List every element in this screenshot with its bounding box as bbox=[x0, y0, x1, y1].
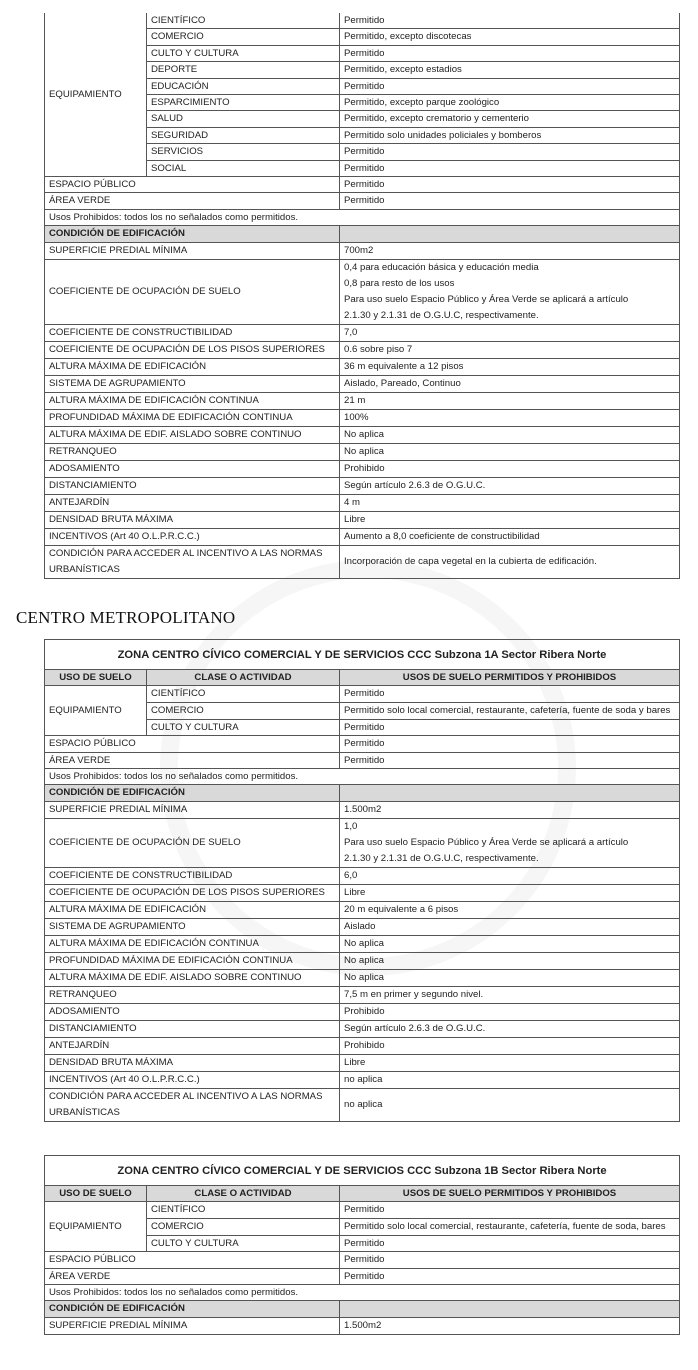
permitido-cell: Permitido, excepto crematorio y cementerio bbox=[340, 111, 680, 127]
table-row bbox=[45, 1071, 680, 1088]
condition-label: ANTEJARDÍN bbox=[45, 1037, 340, 1054]
condition-value: 20 m equivalente a 6 pisos bbox=[340, 901, 680, 918]
table-row bbox=[45, 1003, 680, 1020]
table-row bbox=[45, 545, 680, 578]
prohibidos-note: Usos Prohibidos: todos los no señalados como permitidos. bbox=[45, 769, 680, 785]
condicion-header-blank bbox=[340, 1301, 680, 1317]
table-row bbox=[45, 1268, 680, 1284]
table-row bbox=[45, 460, 680, 477]
condition-value: 100% bbox=[340, 409, 680, 426]
uso-suelo-cell: ESPACIO PÚBLICO bbox=[45, 177, 340, 193]
condition-value: No aplica bbox=[340, 935, 680, 952]
uso-suelo-cell: EQUIPAMIENTO bbox=[45, 13, 147, 177]
table-row bbox=[45, 242, 680, 259]
condition-value: no aplica bbox=[340, 1088, 680, 1121]
condition-label: ALTURA MÁXIMA DE EDIFICACIÓN bbox=[45, 901, 340, 918]
permitido-cell: Permitido solo local comercial, restaurante, cafetería, fuente de soda y bares bbox=[340, 702, 680, 719]
table-row bbox=[45, 1317, 680, 1334]
condition-label: ADOSAMIENTO bbox=[45, 460, 340, 477]
t1-condicion-body bbox=[45, 242, 680, 578]
prohibidos-note: Usos Prohibidos: todos los no señalados como permitidos. bbox=[45, 1285, 680, 1301]
condition-value bbox=[340, 259, 680, 324]
condition-label: DISTANCIAMIENTO bbox=[45, 1020, 340, 1037]
condition-label: RETRANQUEO bbox=[45, 443, 340, 460]
col-header-uso: USO DE SUELO bbox=[45, 1186, 147, 1202]
condition-value: Aumento a 8,0 coeficiente de constructibilidad bbox=[340, 528, 680, 545]
condition-value: No aplica bbox=[340, 426, 680, 443]
table-row bbox=[45, 193, 680, 209]
table-row bbox=[45, 209, 680, 225]
table-row bbox=[45, 785, 680, 801]
table-row bbox=[45, 736, 680, 752]
table-row bbox=[45, 426, 680, 443]
clase-cell: SOCIAL bbox=[147, 160, 340, 176]
condition-label: PROFUNDIDAD MÁXIMA DE EDIFICACIÓN CONTINUA bbox=[45, 409, 340, 426]
condition-label: COEFICIENTE DE OCUPACIÓN DE SUELO bbox=[45, 818, 340, 867]
col-header-clase: CLASE O ACTIVIDAD bbox=[147, 1186, 340, 1202]
table-header-row bbox=[45, 670, 680, 686]
permitido-cell: Permitido, excepto parque zoológico bbox=[340, 95, 680, 111]
table-row bbox=[45, 640, 680, 670]
uso-suelo-cell: EQUIPAMIENTO bbox=[45, 686, 147, 736]
clase-cell: SALUD bbox=[147, 111, 340, 127]
table-row bbox=[45, 801, 680, 818]
col-header-permitidos: USOS DE SUELO PERMITIDOS Y PROHIBIDOS bbox=[340, 1186, 680, 1202]
condition-value: 36 m equivalente a 12 pisos bbox=[340, 358, 680, 375]
table-row bbox=[45, 918, 680, 935]
table-row bbox=[45, 986, 680, 1003]
table-row bbox=[45, 477, 680, 494]
permitido-cell: Permitido bbox=[340, 1235, 680, 1251]
condition-value: Prohibido bbox=[340, 1003, 680, 1020]
condition-value bbox=[340, 818, 680, 867]
condition-value: 7,5 m en primer y segundo nivel. bbox=[340, 986, 680, 1003]
table-row bbox=[45, 1054, 680, 1071]
table-row bbox=[45, 1020, 680, 1037]
condition-value-line: 0,4 para educación básica y educación media bbox=[344, 261, 539, 273]
uso-suelo-cell: ÁREA VERDE bbox=[45, 1268, 340, 1284]
table-row bbox=[45, 358, 680, 375]
condition-label: RETRANQUEO bbox=[45, 986, 340, 1003]
permitido-cell: Permitido bbox=[340, 193, 680, 209]
table-row bbox=[45, 1202, 680, 1218]
clase-cell: CULTO Y CULTURA bbox=[147, 45, 340, 61]
clase-cell: ESPARCIMIENTO bbox=[147, 95, 340, 111]
permitido-cell: Permitido bbox=[340, 177, 680, 193]
col-header-uso: USO DE SUELO bbox=[45, 670, 147, 686]
condition-value: Libre bbox=[340, 884, 680, 901]
condition-value: Libre bbox=[340, 511, 680, 528]
table-row bbox=[45, 528, 680, 545]
condition-value: 4 m bbox=[340, 494, 680, 511]
condition-value-line: Para uso suelo Espacio Público y Área Verde se aplicará a artículo bbox=[344, 293, 629, 305]
permitido-cell: Permitido bbox=[340, 736, 680, 752]
table-row bbox=[45, 511, 680, 528]
col-header-permitidos: USOS DE SUELO PERMITIDOS Y PROHIBIDOS bbox=[340, 670, 680, 686]
condition-label: ADOSAMIENTO bbox=[45, 1003, 340, 1020]
condition-label: INCENTIVOS (Art 40 O.L.P.R.C.C.) bbox=[45, 528, 340, 545]
table-row bbox=[45, 1301, 680, 1317]
permitido-cell: Permitido bbox=[340, 13, 680, 29]
clase-cell: CULTO Y CULTURA bbox=[147, 1235, 340, 1251]
condition-value: 0.6 sobre piso 7 bbox=[340, 341, 680, 358]
condition-label: SISTEMA DE AGRUPAMIENTO bbox=[45, 375, 340, 392]
section-title: CENTRO METROPOLITANO bbox=[16, 608, 236, 627]
condition-value: Según artículo 2.6.3 de O.G.U.C. bbox=[340, 477, 680, 494]
condition-label: COEFICIENTE DE CONSTRUCTIBILIDAD bbox=[45, 867, 340, 884]
t2-head-body bbox=[45, 640, 680, 802]
condicion-header: CONDICIÓN DE EDIFICACIÓN bbox=[45, 1301, 340, 1317]
condition-label: SUPERFICIE PREDIAL MÍNIMA bbox=[45, 1317, 340, 1334]
condition-label: DISTANCIAMIENTO bbox=[45, 477, 340, 494]
table-row bbox=[45, 375, 680, 392]
condition-value: 6,0 bbox=[340, 867, 680, 884]
clase-cell: SERVICIOS bbox=[147, 144, 340, 160]
condition-label: SISTEMA DE AGRUPAMIENTO bbox=[45, 918, 340, 935]
condition-value: 7,0 bbox=[340, 324, 680, 341]
clase-cell: EDUCACIÓN bbox=[147, 78, 340, 94]
condition-label: SUPERFICIE PREDIAL MÍNIMA bbox=[45, 801, 340, 818]
table-title: ZONA CENTRO CÍVICO COMERCIAL Y DE SERVICIOS CCC Subzona 1B Sector Ribera Norte bbox=[45, 1156, 680, 1186]
t3-head-body bbox=[45, 1156, 680, 1318]
condition-value-line: 1,0 bbox=[344, 820, 358, 832]
condition-label: DENSIDAD BRUTA MÁXIMA bbox=[45, 1054, 340, 1071]
zoning-table-subzona-1b bbox=[44, 1155, 680, 1335]
condition-value: 1.500m2 bbox=[340, 801, 680, 818]
condition-value: Incorporación de capa vegetal en la cubierta de edificación. bbox=[340, 545, 680, 578]
t1-equipamiento-body bbox=[45, 13, 680, 242]
clase-cell: SEGURIDAD bbox=[147, 127, 340, 143]
condition-value: Aislado bbox=[340, 918, 680, 935]
condition-label: PROFUNDIDAD MÁXIMA DE EDIFICACIÓN CONTINUA bbox=[45, 952, 340, 969]
clase-cell: COMERCIO bbox=[147, 1218, 340, 1235]
condition-label: ALTURA MÁXIMA DE EDIF. AISLADO SOBRE CONTINUO bbox=[45, 969, 340, 986]
condition-label: CONDICIÓN PARA ACCEDER AL INCENTIVO A LAS NORMAS URBANÍSTICAS bbox=[45, 545, 340, 578]
condition-label: COEFICIENTE DE OCUPACIÓN DE SUELO bbox=[45, 259, 340, 324]
permitido-cell: Permitido bbox=[340, 719, 680, 735]
permitido-cell: Permitido solo local comercial, restaurante, cafetería, fuente de soda, bares bbox=[340, 1218, 680, 1235]
zoning-table-continued bbox=[44, 13, 680, 579]
condition-value: 1.500m2 bbox=[340, 1317, 680, 1334]
condition-label: CONDICIÓN PARA ACCEDER AL INCENTIVO A LAS NORMAS URBANÍSTICAS bbox=[45, 1088, 340, 1121]
table-row bbox=[45, 1156, 680, 1186]
permitido-cell: Permitido, excepto estadios bbox=[340, 62, 680, 78]
table-row bbox=[45, 324, 680, 341]
table-row bbox=[45, 1088, 680, 1121]
condition-value: Prohibido bbox=[340, 460, 680, 477]
condition-label: ANTEJARDÍN bbox=[45, 494, 340, 511]
table-row bbox=[45, 392, 680, 409]
table-row bbox=[45, 935, 680, 952]
clase-cell: CIENTÍFICO bbox=[147, 13, 340, 29]
table-row bbox=[45, 409, 680, 426]
col-header-clase: CLASE O ACTIVIDAD bbox=[147, 670, 340, 686]
table-row bbox=[45, 818, 680, 867]
table-row bbox=[45, 13, 680, 29]
t3-condicion-body bbox=[45, 1317, 680, 1334]
condicion-header: CONDICIÓN DE EDIFICACIÓN bbox=[45, 785, 340, 801]
condition-value: Libre bbox=[340, 1054, 680, 1071]
condition-label: ALTURA MÁXIMA DE EDIFICACIÓN bbox=[45, 358, 340, 375]
t2-condicion-body bbox=[45, 801, 680, 1121]
condicion-header-blank bbox=[340, 226, 680, 242]
table-row bbox=[45, 752, 680, 768]
table-row bbox=[45, 443, 680, 460]
table-title: ZONA CENTRO CÍVICO COMERCIAL Y DE SERVICIOS CCC Subzona 1A Sector Ribera Norte bbox=[45, 640, 680, 670]
condition-label: INCENTIVOS (Art 40 O.L.P.R.C.C.) bbox=[45, 1071, 340, 1088]
uso-suelo-cell: ESPACIO PÚBLICO bbox=[45, 736, 340, 752]
condition-value: Prohibido bbox=[340, 1037, 680, 1054]
table-row bbox=[45, 901, 680, 918]
table-row bbox=[45, 867, 680, 884]
condition-label: COEFICIENTE DE OCUPACIÓN DE LOS PISOS SUPERIORES bbox=[45, 884, 340, 901]
condition-label: COEFICIENTE DE CONSTRUCTIBILIDAD bbox=[45, 324, 340, 341]
condition-value: No aplica bbox=[340, 969, 680, 986]
permitido-cell: Permitido bbox=[340, 686, 680, 702]
condition-value: No aplica bbox=[340, 952, 680, 969]
table-row bbox=[45, 1037, 680, 1054]
condition-value: 700m2 bbox=[340, 242, 680, 259]
condition-label: DENSIDAD BRUTA MÁXIMA bbox=[45, 511, 340, 528]
table-row bbox=[45, 952, 680, 969]
condition-value-line: 2.1.30 y 2.1.31 de O.G.U.C, respectivamente. bbox=[344, 309, 539, 321]
permitido-cell: Permitido bbox=[340, 752, 680, 768]
permitido-cell: Permitido, excepto discotecas bbox=[340, 29, 680, 45]
condition-value-line: 2.1.30 y 2.1.31 de O.G.U.C, respectivamente. bbox=[344, 852, 539, 864]
table-row bbox=[45, 884, 680, 901]
clase-cell: CIENTÍFICO bbox=[147, 1202, 340, 1218]
condition-label: COEFICIENTE DE OCUPACIÓN DE LOS PISOS SUPERIORES bbox=[45, 341, 340, 358]
clase-cell: CULTO Y CULTURA bbox=[147, 719, 340, 735]
condition-label: ALTURA MÁXIMA DE EDIFICACIÓN CONTINUA bbox=[45, 392, 340, 409]
table-row bbox=[45, 686, 680, 702]
condition-label: SUPERFICIE PREDIAL MÍNIMA bbox=[45, 242, 340, 259]
clase-cell: CIENTÍFICO bbox=[147, 686, 340, 702]
permitido-cell: Permitido bbox=[340, 1252, 680, 1268]
table-row bbox=[45, 1252, 680, 1268]
clase-cell: COMERCIO bbox=[147, 702, 340, 719]
condition-value: Aislado, Pareado, Continuo bbox=[340, 375, 680, 392]
permitido-cell: Permitido bbox=[340, 45, 680, 61]
condition-value-line: 0,8 para resto de los usos bbox=[344, 277, 455, 289]
condition-label: ALTURA MÁXIMA DE EDIF. AISLADO SOBRE CONTINUO bbox=[45, 426, 340, 443]
permitido-cell: Permitido bbox=[340, 78, 680, 94]
permitido-cell: Permitido bbox=[340, 1202, 680, 1218]
condition-value: no aplica bbox=[340, 1071, 680, 1088]
clase-cell: COMERCIO bbox=[147, 29, 340, 45]
uso-suelo-cell: ÁREA VERDE bbox=[45, 193, 340, 209]
condition-label: ALTURA MÁXIMA DE EDIFICACIÓN CONTINUA bbox=[45, 935, 340, 952]
permitido-cell: Permitido solo unidades policiales y bomberos bbox=[340, 127, 680, 143]
table-row bbox=[45, 259, 680, 324]
permitido-cell: Permitido bbox=[340, 144, 680, 160]
table-row bbox=[45, 494, 680, 511]
permitido-cell: Permitido bbox=[340, 1268, 680, 1284]
table-header-row bbox=[45, 1186, 680, 1202]
zoning-table-subzona-1a bbox=[44, 639, 680, 1122]
condicion-header-blank bbox=[340, 785, 680, 801]
condition-value: Según artículo 2.6.3 de O.G.U.C. bbox=[340, 1020, 680, 1037]
table-row bbox=[45, 1285, 680, 1301]
table-row bbox=[45, 226, 680, 242]
uso-suelo-cell: ESPACIO PÚBLICO bbox=[45, 1252, 340, 1268]
condicion-header: CONDICIÓN DE EDIFICACIÓN bbox=[45, 226, 340, 242]
uso-suelo-cell: ÁREA VERDE bbox=[45, 752, 340, 768]
prohibidos-note: Usos Prohibidos: todos los no señalados como permitidos. bbox=[45, 209, 680, 225]
table-row bbox=[45, 769, 680, 785]
table-row bbox=[45, 341, 680, 358]
condition-value: No aplica bbox=[340, 443, 680, 460]
clase-cell: DEPORTE bbox=[147, 62, 340, 78]
uso-suelo-cell: EQUIPAMIENTO bbox=[45, 1202, 147, 1252]
table-row bbox=[45, 969, 680, 986]
condition-value: 21 m bbox=[340, 392, 680, 409]
table-row bbox=[45, 177, 680, 193]
permitido-cell: Permitido bbox=[340, 160, 680, 176]
condition-value-line: Para uso suelo Espacio Público y Área Verde se aplicará a artículo bbox=[344, 836, 629, 848]
